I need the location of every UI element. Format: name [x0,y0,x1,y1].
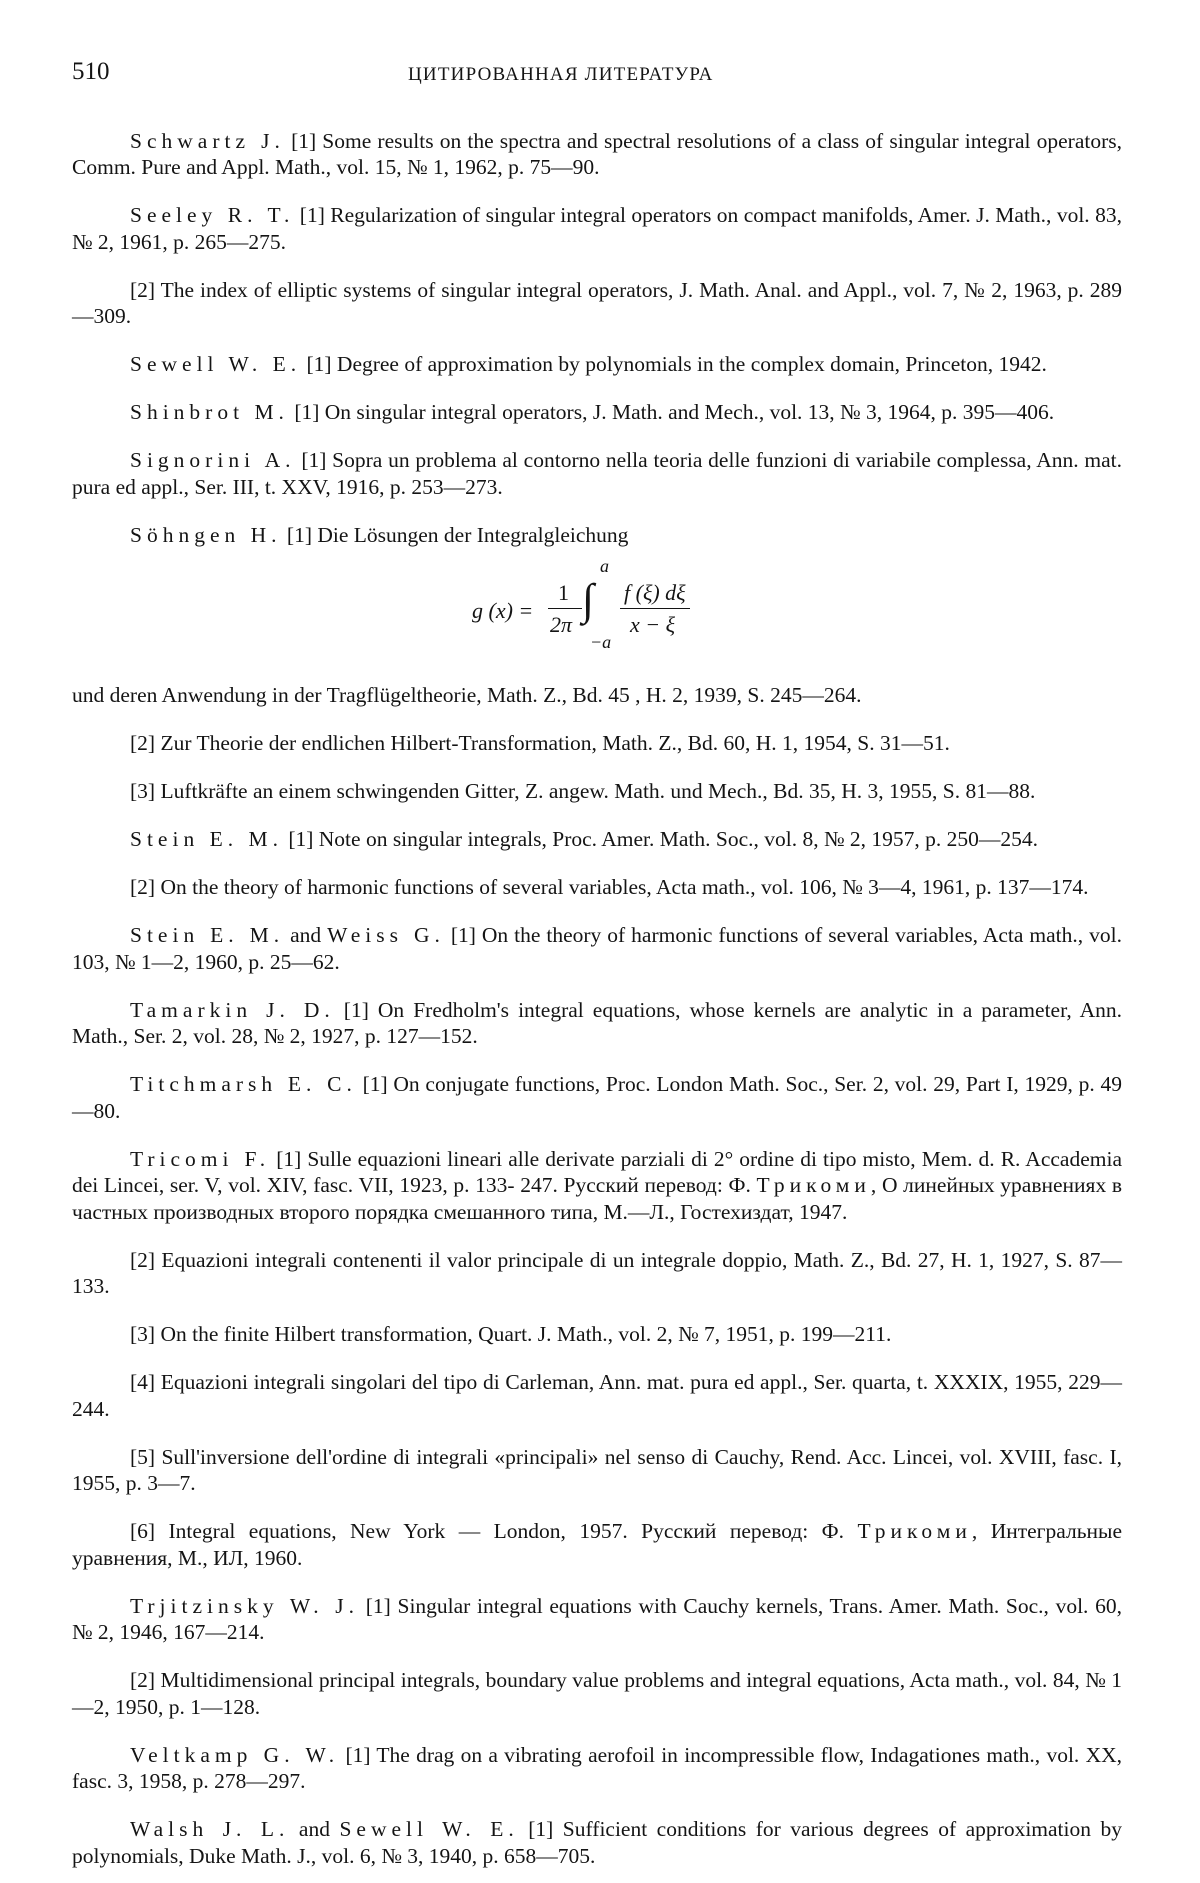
author-name: Stein E. M. [130,923,285,947]
page-header [72,52,1122,106]
reference-entry [72,1071,1122,1124]
reference-text: [1] On Fredholm's integral equations, whose kernels are analytic in a parameter, Ann. Math., Ser. 2, vol. 28, № 2, 1927, p. 127—152. [72,997,1123,1048]
integrand-fraction-bar [620,608,690,609]
reference-entry [72,778,1122,805]
conjunction: and [289,1817,340,1841]
reference-entry [72,1742,1122,1795]
reference-continuation [72,682,1122,709]
author-name: Seeley R. T. [130,203,295,227]
reference-text: [1] Sulle equazioni lineari alle derivate parziali di 2° ordine di tipo misto, Mem. d. R. Accademia dei Lincei, ser. V, vol. XIV, fasc. VII, 1923, p. 133- 247. Русский перевод: Ф. [72,1146,1122,1197]
integral-sign: ∫ [582,575,595,624]
integrand-denominator: x − ξ [630,612,676,637]
author-name: Shinbrot M. [130,400,289,424]
reference-text: [1] Singular integral equations with Cauchy kernels, Trans. Amer. Math. Soc., vol. 60, № 2, 1946, 167—214. [72,1593,1122,1644]
integrand-numerator: f (ξ) dξ [624,580,686,605]
reference-entry [72,1369,1122,1422]
page-number: 510 [72,58,110,85]
reference-text: [2] Equazioni integrali contenenti il valor principale di un integrale doppio, Math. Z., Bd. 27, H. 1, 1927, S. 87—133. [72,1247,1122,1298]
reference-entry [72,522,1122,549]
fraction-bar [548,608,582,609]
author-name: Söhngen H. [130,522,282,547]
conjunction: and [284,923,328,947]
reference-entry [72,447,1122,500]
reference-text: [1] Regularization of singular integral operators on compact manifolds, Amer. J. Math., vol. 83, № 2, 1961, p. 265—275. [72,203,1122,254]
running-title: ЦИТИРОВАННАЯ ЛИТЕРАТУРА [408,64,714,85]
reference-text: und deren Anwendung in der Tragflügeltheorie, Math. Z., Bd. 45 , H. 2, 1939, S. 245—264. [72,683,862,707]
reference-text: [1] On singular integral operators, J. Math. and Mech., vol. 13, № 3, 1964, p. 395—406. [288,400,1055,424]
reference-entry [72,874,1122,901]
author-name: Titchmarsh E. C. [130,1072,357,1096]
reference-entry [72,1518,1122,1571]
author-name: Sewell W. E. [130,352,302,376]
author-name-russian: Трикоми [857,1519,972,1543]
reference-entry [72,1816,1122,1869]
reference-list [72,128,1122,1870]
author-name: Weiss G. [327,923,445,947]
book-page [72,52,1122,1883]
reference-entry [72,1146,1122,1226]
author-name: Sewell W. E. [339,1817,519,1841]
formula-lhs: g (x) = [472,598,534,623]
reference-text: [1] Sufficient conditions for various degrees of approximation by polynomials, Duke Math. J., vol. 6, № 3, 1940, p. 658—705. [72,1817,1122,1868]
reference-text: [4] Equazioni integrali singolari del tipo di Carleman, Ann. mat. pura ed appl., Ser. quarta, t. XXXIX, 1955, 229—244. [72,1370,1122,1421]
reference-entry [72,1593,1122,1646]
author-name: Schwartz J. [130,128,285,153]
reference-entry [72,1321,1122,1348]
reference-text: [1] Sopra un problema al contorno nella teoria delle funzioni di variabile complessa, Ann. mat. pura ed appl., Ser. III, t. XXV, 1916, p. 253—273. [72,448,1122,499]
reference-text: [2] On the theory of harmonic functions of several variables, Acta math., vol. 106, № 3—4, 1961, p. 137—174. [130,875,1089,899]
author-name: Tamarkin J. D. [130,997,335,1022]
reference-entry [72,1667,1122,1720]
author-name: Trjitzinsky W. J. [130,1593,360,1618]
integral-upper-limit: a [600,556,609,576]
reference-entry [72,128,1122,181]
reference-text: [2] Zur Theorie der endlichen Hilbert-Transformation, Math. Z., Bd. 60, H. 1, 1954, S. 31—51. [130,731,950,755]
reference-text: [6] Integral equations, New York — London, 1957. Русский перевод: Ф. [130,1519,858,1543]
reference-text: [1] The drag on a vibrating aerofoil in incompressible flow, Indagationes math., vol. XX, fasc. 3, 1958, p. 278—297. [72,1742,1122,1793]
reference-text: , Интегральные уравнения, М., ИЛ, 1960. [72,1519,1122,1570]
reference-entry [72,351,1122,378]
author-name: Veltkamp G. W. [130,1742,340,1767]
reference-text: [3] On the finite Hilbert transformation, Quart. J. Math., vol. 2, № 7, 1951, p. 199—211. [130,1322,892,1346]
reference-entry [72,277,1122,330]
reference-text: [1] Degree of approximation by polynomials in the complex domain, Princeton, 1942. [301,352,1047,376]
reference-entry [72,997,1122,1050]
integral-lower-limit: −a [590,632,612,652]
reference-text: [1] On conjugate functions, Proc. London Math. Soc., Ser. 2, vol. 29, Part I, 1929, p. 49—80. [72,1072,1122,1123]
author-name: Walsh J. L. [130,1817,290,1841]
author-name-russian: Трикоми [756,1173,871,1197]
formula-denominator: 2π [550,612,573,637]
reference-entry [72,826,1122,853]
author-name: Tricomi F. [130,1146,271,1171]
reference-text: [1] Note on singular integrals, Proc. Amer. Math. Soc., vol. 8, № 2, 1957, p. 250—254. [282,827,1038,851]
reference-entry [72,399,1122,426]
reference-entry [72,730,1122,757]
author-name: Signorini A. [130,448,296,472]
reference-entry [72,202,1122,255]
reference-text: [3] Luftkräfte an einem schwingenden Gitter, Z. angew. Math. und Mech., Bd. 35, H. 3, 1955, S. 81—88. [130,779,1036,803]
reference-text: [1] Some results on the spectra and spectral resolutions of a class of singular integral operators, Comm. Pure and Appl. Math., vol. 15, № 1, 1962, p. 75—90. [72,128,1122,179]
reference-text: [1] Die Lösungen der Integralgleichung [281,522,629,547]
reference-text: [5] Sull'inversione dell'ordine di integrali «principali» nel senso di Cauchy, Rend. Acc. Lincei, vol. XVIII, fasc. I, 1955, p. 3—7. [72,1444,1122,1495]
reference-text: [2] Multidimensional principal integrals, boundary value problems and integral equations, Acta math., vol. 84, № 1—2, 1950, p. 1—128. [72,1668,1122,1719]
reference-entry [72,1247,1122,1300]
reference-entry [72,1444,1122,1497]
reference-text: , О линейных уравнениях в частных производных второго порядка смешанного типа, М.—Л., Гостехиздат, 1947. [72,1173,1123,1224]
author-name: Stein E. M. [130,827,283,851]
formula-numerator: 1 [558,580,569,605]
reference-entry [72,922,1122,975]
reference-text: [2] The index of elliptic systems of singular integral operators, J. Math. Anal. and Appl., vol. 7, № 2, 1963, p. 289—309. [72,277,1122,328]
reference-text: [1] On the theory of harmonic functions of several variables, Acta math., vol. 103, № 1—2, 1960, p. 25—62. [72,923,1122,974]
integral-equation [72,556,1122,660]
